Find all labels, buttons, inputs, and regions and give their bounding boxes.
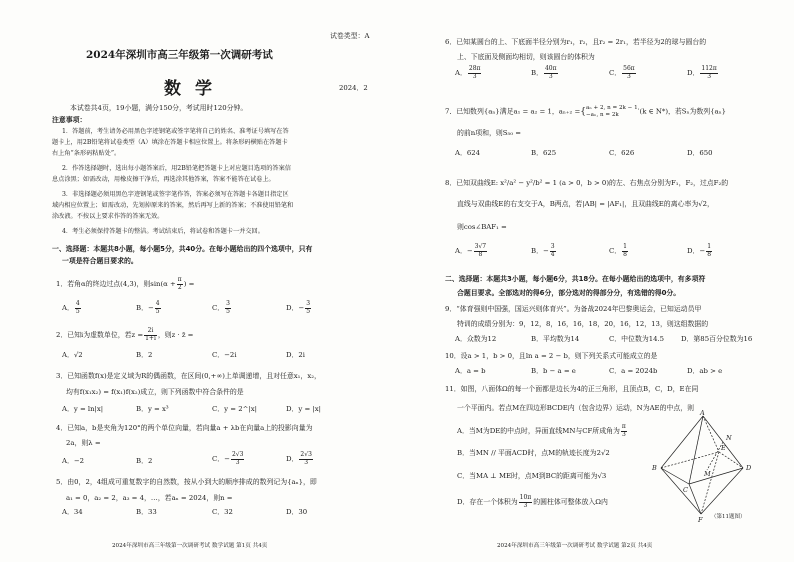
q2-option-d[interactable]: D．2i bbox=[286, 351, 306, 359]
octahedron-figure bbox=[649, 410, 759, 525]
edge bbox=[661, 468, 689, 484]
q4-option-c[interactable]: C．− $\frac{2√3}{3}$ bbox=[212, 451, 244, 466]
question-5: 5．由0，2，4组成可重复数字的自然数，按从小到大的顺序排成的数列记为{aₙ}，即 bbox=[56, 478, 317, 486]
q2-option-c[interactable]: C．−2i bbox=[212, 351, 237, 359]
q6-option-d[interactable]: D． $\frac{112\pi}{3}$ bbox=[687, 65, 717, 80]
q5-option-d[interactable]: D．30 bbox=[286, 508, 308, 516]
note-line: 息点涂黑；如需改动，用橡皮擦干净后，再选涂其他答案，答案不能答在试卷上。 bbox=[52, 176, 275, 183]
label-m: M bbox=[704, 470, 711, 478]
figure-caption: （第11题图） bbox=[711, 514, 746, 520]
q8-option-b[interactable]: B．− $\frac{3}{4}$ bbox=[531, 243, 555, 258]
edge-hidden bbox=[701, 452, 719, 514]
note-line: 2．作答选择题时，选出每小题答案后，用2B铅笔把答题卡上对应题目选项的答案信 bbox=[62, 165, 291, 172]
q6-option-a[interactable]: A． $\frac{28\pi}{3}$ bbox=[455, 65, 481, 80]
exam-title: 2024年深圳市高三年级第一次调研考试 bbox=[86, 49, 273, 61]
right-page bbox=[397, 0, 794, 562]
question-6-cont: 上、下底面及侧面均相切，则该圆台的体积为 bbox=[457, 53, 595, 61]
intro-text: 本试卷共4页，19小题，满分150分，考试用时120分钟。 bbox=[70, 104, 248, 112]
q4-option-a[interactable]: A．−2 bbox=[62, 457, 85, 465]
question-5-cont: a₁ = 0，a₂ = 2，a₃ = 4，…，若aₙ = 2024，则n = bbox=[66, 494, 233, 502]
section1-heading-cont: 一项是符合题目要求的。 bbox=[62, 257, 138, 265]
note-line: 域内相应位置上；如需改动，先划掉原来的答案，然后再写上新的答案；不准使用铅笔和 bbox=[52, 202, 294, 209]
q9-option-c[interactable]: C．中位数为14.5 bbox=[609, 335, 665, 343]
q5-option-a[interactable]: A．34 bbox=[62, 508, 83, 516]
note-line: 涂改液。不按以上要求作答的答案无效。 bbox=[52, 213, 164, 220]
q7-option-a[interactable]: A．624 bbox=[455, 149, 481, 157]
q3-option-c[interactable]: C．y = 2^|x| bbox=[212, 405, 257, 413]
q11-option-c[interactable]: C．当MA ⊥ ME时，点M到BC的距离可能为√3 bbox=[457, 472, 607, 480]
q7-option-b[interactable]: B．625 bbox=[531, 149, 557, 157]
question-9-cont: 特训的成绩分别为：9，12，8，16，16，18，20，16，12，13，则这组数据的 bbox=[457, 320, 709, 328]
note-line: 1．答题前，考生请务必用黑色字迹钢笔或签字笔将自己的姓名、准考证号填写在答 bbox=[62, 128, 289, 135]
note-line: 右上角“条形码粘贴处”。 bbox=[52, 150, 121, 157]
label-d: D bbox=[746, 464, 752, 472]
question-3: 3．已知函数f(x)是定义域为R的偶函数，在区间(0,+∞)上单调递增，且对任意x₁，x₂， bbox=[56, 372, 321, 380]
edge bbox=[661, 468, 701, 514]
label-b: B bbox=[652, 464, 657, 472]
subject-title: 数学 bbox=[164, 79, 226, 99]
q4-option-b[interactable]: B．2 bbox=[136, 457, 153, 465]
question-6: 6．已知某圆台的上、下底面半径分别为r₁，r₂，且r₂ = 2r₁，若半径为2的球与圆台的 bbox=[445, 38, 707, 46]
q7-option-d[interactable]: D．650 bbox=[687, 149, 713, 157]
note-line: 4．考生必须保持答题卡的整洁。考试结束后，将试卷和答题卡一并交回。 bbox=[62, 228, 264, 235]
exam-type: 试卷类型：A bbox=[330, 32, 370, 40]
question-4: 4．已知a，b是夹角为120°的两个单位向量，若向量a + λb在向量a上的投影向量为 bbox=[56, 424, 313, 432]
edge bbox=[689, 468, 743, 484]
exam-date: 2024．2 bbox=[339, 84, 368, 92]
q9-option-a[interactable]: A．众数为12 bbox=[455, 335, 497, 343]
label-n: N bbox=[726, 434, 732, 442]
q8-option-a[interactable]: A．− $\frac{3√7}{8}$ bbox=[455, 243, 487, 258]
q11-option-b[interactable]: B．当MN // 平面ACD时，点M的轨迹长度为2√2 bbox=[457, 449, 610, 457]
question-4-cont: 2a，则λ = bbox=[66, 439, 101, 447]
q10-option-d[interactable]: D．ab > e bbox=[687, 367, 723, 375]
q3-option-b[interactable]: B．y = x³ bbox=[136, 405, 169, 413]
q6-option-b[interactable]: B． $\frac{40\pi}{3}$ bbox=[531, 65, 557, 80]
question-11: 11．如图，八面体Ω的每一个面都是边长为4的正三角形，且顶点B，C，D，E在同 bbox=[445, 385, 699, 393]
question-1: 1．若角α的终边过点(4,3)，则sin(α + $\frac{\pi}{2}$ ) = bbox=[56, 276, 195, 291]
note-line: 题卡上，用2B铅笔将试卷类型（A）填涂在答题卡相应位置上。将条形码横贴在答题卡 bbox=[52, 139, 288, 146]
section1-heading: 一、选择题：本题共8小题，每小题5分，共40分。在每小题给出的四个选项中，只有 bbox=[52, 245, 313, 253]
q3-option-a[interactable]: A．y = ln|x| bbox=[62, 405, 104, 413]
question-8-cont2: 则cos∠BAF₁ = bbox=[457, 223, 507, 231]
q10-option-c[interactable]: C．a = 2024b bbox=[609, 367, 658, 375]
section2-heading: 二、选择题：本题共3小题，每小题6分，共18分。在每小题给出的选项中，有多项符 bbox=[445, 275, 706, 283]
q2-option-a[interactable]: A．√2 bbox=[62, 351, 83, 359]
label-c: C bbox=[683, 486, 688, 494]
question-7: 7．已知数列{aₙ}满足a₁ = a₂ = 1，aₙ₊₂ ={ aₙ + 2, n = 2k − 1, −aₙ, n = 2k (k ∈ N*)，若Sₙ为数列{aₙ} bbox=[445, 105, 727, 118]
q1-option-b[interactable]: B．− $\frac{4}{5}$ bbox=[136, 300, 160, 315]
question-7-cont: 的前n项和，则S₅₀ = bbox=[457, 129, 521, 137]
edge-hidden bbox=[661, 452, 719, 468]
q11-option-d[interactable]: D．存在一个体积为 $\frac{10\pi}{3}$ 的圆柱体可整体放入Ω内 bbox=[457, 494, 608, 509]
q8-option-c[interactable]: C． $\frac{1}{8}$ bbox=[609, 243, 627, 258]
label-a: A bbox=[700, 410, 705, 417]
question-11-cont: 一个平面内。若点M在四边形BCDE内（包含边界）运动，N为AE的中点，则 bbox=[457, 404, 695, 412]
question-9: 9．“体育强则中国强，国运兴则体育兴”。为备战2024年巴黎奥运会，已知运动员甲 bbox=[445, 305, 702, 313]
section2-heading-cont: 合题目要求。全部选对的得6分，部分选对的得部分分，有选错的得0分。 bbox=[457, 289, 681, 297]
page-footer-right: 2024年深圳市高三年级第一次调研考试 数学试题 第2页 共4页 bbox=[497, 543, 653, 549]
edge bbox=[689, 416, 703, 484]
q9-option-b[interactable]: B．平均数为14 bbox=[531, 335, 580, 343]
question-2: 2．已知i为虚数单位，若z = $\frac{2i}{1+i}$ ，则z · z̄ = bbox=[56, 327, 194, 342]
question-10: 10．设a > 1，b > 0，且ln a = 2 − b，则下列关系式可能成立的是 bbox=[445, 352, 658, 360]
page-footer-left: 2024年深圳市高三年级第一次调研考试 数学试题 第1页 共4页 bbox=[112, 543, 268, 549]
note-line: 3．非选择题必须用黑色字迹钢笔或签字笔作答，答案必须写在答题卡各题目指定区 bbox=[62, 191, 289, 198]
q1-option-d[interactable]: D．− $\frac{3}{5}$ bbox=[286, 300, 311, 315]
q6-option-c[interactable]: C． $\frac{56\pi}{3}$ bbox=[609, 65, 635, 80]
question-8: 8．已知双曲线E: x²/a² − y²/b² = 1 (a > 0，b > 0)的左、右焦点分别为F₁，F₂，过点F₂的 bbox=[445, 179, 729, 187]
q10-option-b[interactable]: B．b − a = e bbox=[531, 367, 576, 375]
q4-option-d[interactable]: D． $\frac{2√3}{3}$ bbox=[286, 451, 312, 466]
q5-option-c[interactable]: C．32 bbox=[212, 508, 233, 516]
question-3-cont: 均有f(x₁x₂) = f(x₁)f(x₂)成立，则下列函数中符合条件的是 bbox=[66, 388, 244, 396]
edge-hidden bbox=[719, 452, 743, 468]
edge bbox=[661, 416, 703, 468]
q5-option-b[interactable]: B．33 bbox=[136, 508, 157, 516]
q11-option-a[interactable]: A．当M为DE的中点时，异面直线MN与CF所成角为 $\frac{\pi}{3}$ bbox=[457, 423, 626, 438]
q1-option-c[interactable]: C． $\frac{3}{5}$ bbox=[212, 300, 230, 315]
q10-option-a[interactable]: A．a = b bbox=[455, 367, 486, 375]
q9-option-d[interactable]: D．第85百分位数为16 bbox=[681, 335, 753, 343]
q2-option-b[interactable]: B．2 bbox=[136, 351, 153, 359]
q1-option-a[interactable]: A． $\frac{4}{5}$ bbox=[62, 300, 80, 315]
edge bbox=[689, 484, 701, 514]
notes-title: 注意事项： bbox=[52, 116, 87, 124]
question-8-cont: 直线与双曲线E的右支交于A，B两点，若|AB| = |AF₁|，且双曲线E的离心率为√2， bbox=[457, 200, 714, 208]
q3-option-d[interactable]: D．y = |x| bbox=[286, 405, 321, 413]
label-e: E bbox=[721, 444, 726, 452]
label-f: F bbox=[698, 516, 703, 524]
q8-option-d[interactable]: D．− $\frac{1}{8}$ bbox=[687, 243, 712, 258]
q7-option-c[interactable]: C．626 bbox=[609, 149, 635, 157]
